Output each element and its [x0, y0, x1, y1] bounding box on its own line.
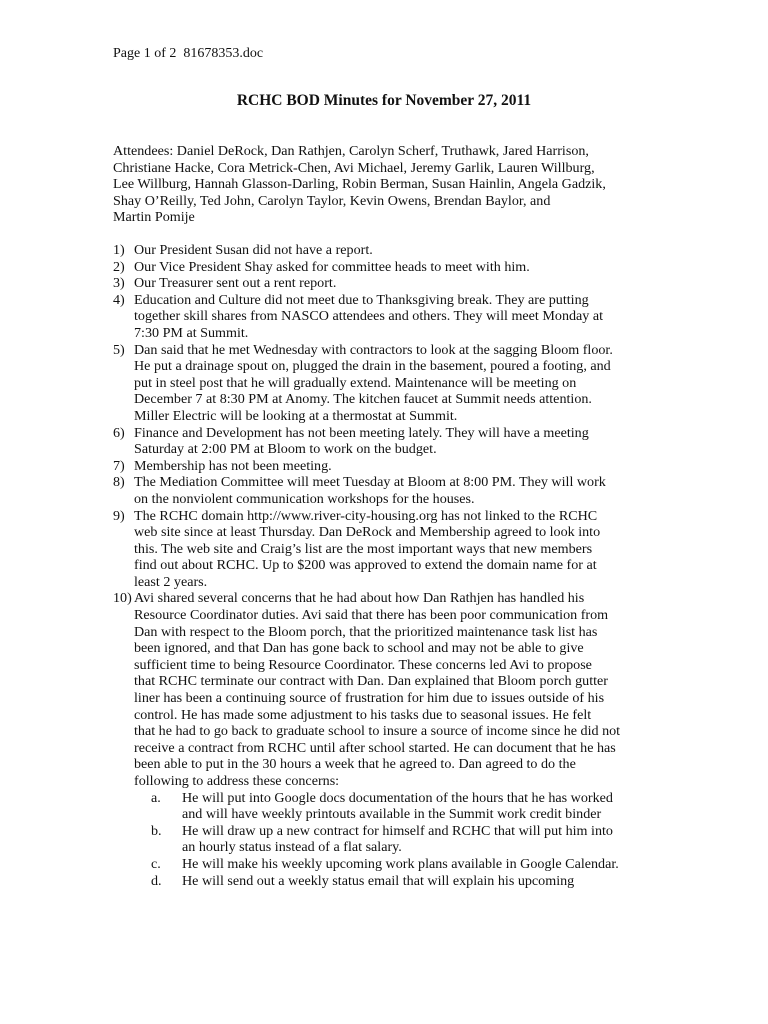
- list-item-text-line: together skill shares from NASCO attendees and others. They will meet Monday at: [134, 308, 604, 325]
- list-item-text-line: this. The web site and Craig’s list are the most important ways that new members: [134, 540, 593, 557]
- list-item-text-line: Miller Electric will be looking at a thermostat at Summit.: [134, 407, 458, 424]
- attendees-line: Attendees: Daniel DeRock, Dan Rathjen, Carolyn Scherf, Truthawk, Jared Harrison,: [113, 143, 589, 159]
- page-header: Page 1 of 2 81678353.doc: [113, 46, 264, 61]
- list-item-text-line: He put a drainage spout on, plugged the drain in the basement, poured a footing, and: [134, 358, 611, 375]
- list-item: [113, 242, 653, 259]
- list-item-text-line: The Mediation Committee will meet Tuesday at Bloom at 8:00 PM. They will work: [134, 474, 606, 491]
- list-item: [113, 425, 653, 458]
- list-item: [113, 292, 653, 342]
- list-item-text-line: Membership has not been meeting.: [134, 457, 332, 474]
- list-item-number: 2): [113, 258, 125, 275]
- list-item: [113, 508, 653, 591]
- list-item-text-line: on the nonviolent communication workshops for the houses.: [134, 490, 475, 507]
- list-item: [113, 458, 653, 475]
- list-item-text-line: least 2 years.: [134, 573, 208, 590]
- list-item-text-line: The RCHC domain http://www.river-city-housing.org has not linked to the RCHC: [134, 507, 598, 524]
- list-item-text-line: Our Vice President Shay asked for committee heads to meet with him.: [134, 258, 530, 275]
- list-item-text-line: find out about RCHC. Up to $200 was approved to extend the domain name for at: [134, 557, 597, 574]
- sub-list-item-text-line: He will draw up a new contract for himself and RCHC that will put him into: [182, 822, 613, 839]
- list-item-text-line: Our President Susan did not have a report.: [134, 242, 373, 258]
- list-item-text-line: control. He has made some adjustment to his tasks due to seasonal issues. He felt: [134, 706, 592, 723]
- list-item: [113, 590, 653, 889]
- list-item-text-line: Our Treasurer sent out a rent report.: [134, 275, 337, 292]
- list-item-text-line: put in steel post that he will gradually extend. Maintenance will be meeting on: [134, 374, 577, 391]
- list-item-number: 6): [113, 424, 125, 441]
- sub-list-item-text-line: He will send out a weekly status email that will explain his upcoming: [182, 872, 575, 889]
- list-item-number: 10): [113, 590, 132, 607]
- sub-list-item: [134, 790, 653, 823]
- list-item-text-line: that RCHC terminate our contract with Dan. Dan explained that Bloom porch gutter: [134, 673, 608, 690]
- attendees-line: Christiane Hacke, Cora Metrick-Chen, Avi Michael, Jeremy Garlik, Lauren Willburg,: [113, 159, 595, 176]
- list-item-number: 3): [113, 275, 125, 292]
- sub-list-item-letter: d.: [151, 872, 162, 889]
- list-item-text-line: that he had to go back to graduate school to insure a source of income since he did not: [134, 723, 621, 740]
- list-item-text-line: been ignored, and that Dan has gone back to school and may not be able to give: [134, 640, 584, 657]
- list-item: [113, 275, 653, 292]
- sub-list-item-text-line: He will put into Google docs documentation of the hours that he has worked: [182, 789, 613, 806]
- list-item-text-line: Dan said that he met Wednesday with contractors to look at the sagging Bloom floor.: [134, 341, 613, 358]
- list-item-text-line: following to address these concerns:: [134, 773, 340, 789]
- list-item-text-line: Finance and Development has not been meeting lately. They will have a meeting: [134, 424, 589, 441]
- list-item-number: 9): [113, 507, 125, 524]
- list-item-text-line: web site since at least Thursday. Dan DeRock and Membership agreed to look into: [134, 524, 601, 541]
- list-item-text-line: Resource Coordinator duties. Avi said that there has been poor communication from: [134, 607, 609, 624]
- list-item-text-line: 7:30 PM at Summit.: [134, 324, 249, 341]
- attendees-paragraph: [113, 143, 643, 226]
- list-item-text-line: Saturday at 2:00 PM at Bloom to work on the budget.: [134, 441, 437, 458]
- attendees-line: Martin Pomije: [113, 209, 195, 226]
- document-title: RCHC BOD Minutes for November 27, 2011: [236, 92, 532, 109]
- list-item: [113, 342, 653, 425]
- list-item-text-line: December 7 at 8:30 PM at Anomy. The kitchen faucet at Summit needs attention.: [134, 391, 592, 408]
- list-item-number: 4): [113, 291, 125, 308]
- minutes-list: [113, 242, 653, 889]
- sub-list-item-letter: a.: [151, 789, 161, 806]
- list-item-text-line: liner has been a continuing source of frustration for him due to issues outside of his: [134, 690, 605, 707]
- sub-list-item: [134, 873, 653, 890]
- list-item-number: 5): [113, 341, 125, 358]
- sub-list-item-text-line: and will have weekly printouts available in the Summit work credit binder: [182, 806, 602, 823]
- list-item-text-line: receive a contract from RCHC until after school started. He can document that he has: [134, 739, 616, 756]
- sub-list-item-letter: c.: [151, 855, 161, 872]
- attendees-line: Lee Willburg, Hannah Glasson-Darling, Robin Berman, Susan Hainlin, Angela Gadzik,: [113, 176, 606, 193]
- sub-list-item-text-line: He will make his weekly upcoming work plans available in Google Calendar.: [182, 855, 619, 872]
- list-item-number: 1): [113, 242, 125, 258]
- list-item-number: 8): [113, 474, 125, 491]
- list-item-number: 7): [113, 457, 125, 474]
- attendees-line: Shay O’Reilly, Ted John, Carolyn Taylor, Kevin Owens, Brendan Baylor, and: [113, 192, 551, 209]
- sub-list-item: [134, 856, 653, 873]
- list-item-text-line: Avi shared several concerns that he had about how Dan Rathjen has handled his: [134, 590, 585, 607]
- list-item-text-line: been able to put in the 30 hours a week that he agreed to. Dan agreed to do the: [134, 756, 576, 773]
- list-item-text-line: Education and Culture did not meet due to Thanksgiving break. They are putting: [134, 291, 589, 308]
- sub-list-item: [134, 823, 653, 856]
- list-item-text-line: Dan with respect to the Bloom porch, that the prioritized maintenance task list has: [134, 623, 598, 640]
- list-item-text-line: sufficient time to being Resource Coordinator. These concerns led Avi to propose: [134, 656, 592, 673]
- list-item: [113, 259, 653, 276]
- sub-list-item-text-line: an hourly status instead of a flat salary.: [182, 839, 402, 856]
- list-item: [113, 474, 653, 507]
- sub-list-item-letter: b.: [151, 822, 162, 839]
